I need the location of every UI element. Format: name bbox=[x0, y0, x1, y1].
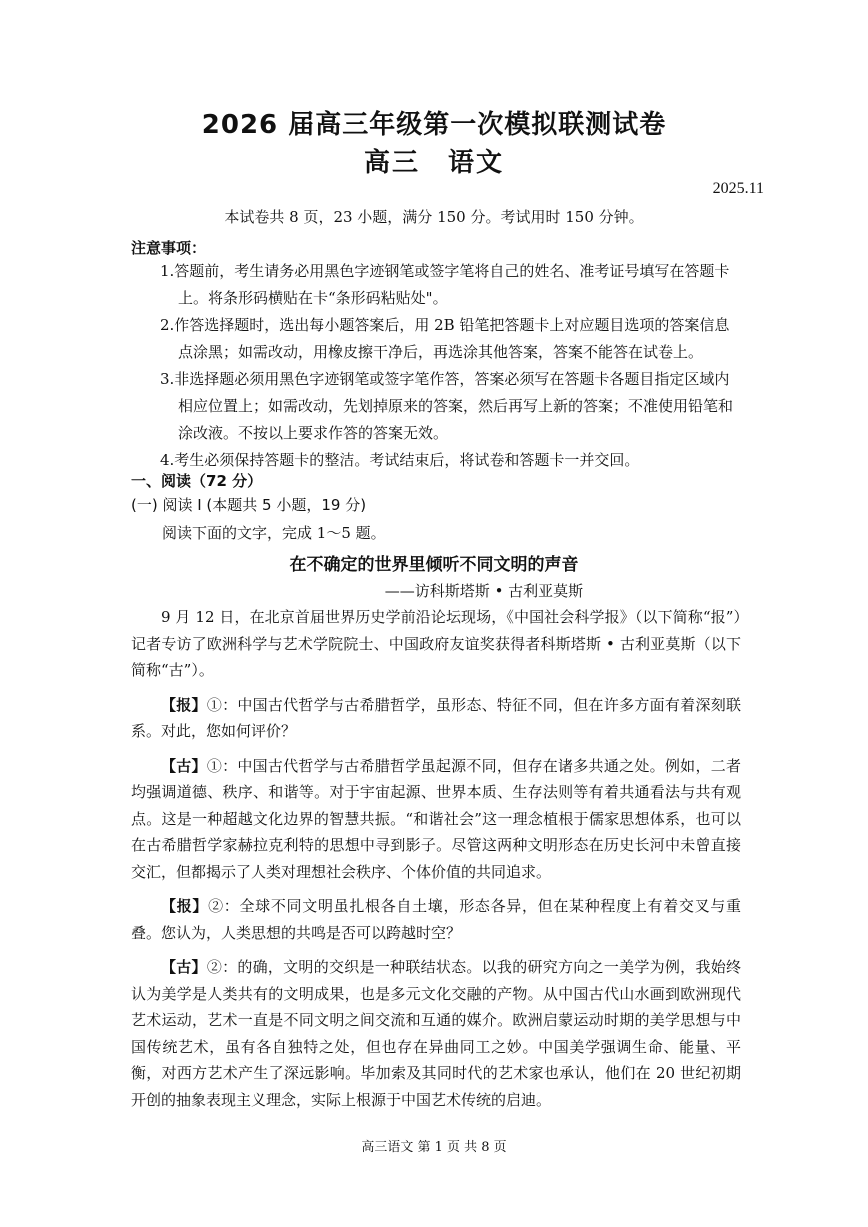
article-paragraph bbox=[131, 604, 741, 684]
reading-instruction: 阅读下面的文字，完成 1～5 题。 bbox=[162, 524, 386, 542]
speaker-tag: 【报】 bbox=[161, 897, 209, 915]
notice-item: 2.作答选择题时，选出每小题答案后，用 2B 铅笔把答题卡上对应题目选项的答案信息点涂黑；如需改动，用橡皮擦干净后，再选涂其他答案，答案不能答在试卷上。 bbox=[160, 316, 730, 361]
part-title: 一、阅读（72 分） bbox=[131, 472, 263, 490]
speaker-tag: 【古】 bbox=[161, 756, 207, 775]
article-paragraph bbox=[131, 893, 741, 946]
article-paragraph bbox=[131, 954, 741, 1113]
notice-item: 4.考生必须保持答题卡的整洁。考试结束后，将试卷和答题卡一并交回。 bbox=[160, 451, 640, 469]
paragraph-text: ①：中国古代哲学与古希腊哲学，虽形态、特征不同，但在许多方面有着深刻联系。对此，您如何评价？ bbox=[131, 695, 741, 740]
paragraph-text: ①：中国古代哲学与古希腊哲学虽起源不同，但存在诸多共通之处。例如，二者均强调道德、秩序、和谐等。对于宇宙起源、世界本质、生存法则等有着共通看法与共有观点。这是一种超越文化边界的智慧共振。“和谐社会”这一理念植根于儒家思想体系，也可以在古希腊哲学家赫拉克利特的思想中寻到影子。尽管这两种文明形态在历史长河中未曾直接交汇，但都揭示了人类对理想社会秩序、个体价值的共同追求。 bbox=[131, 756, 741, 881]
paragraph-text: ②：的确，文明的交织是一种联结状态。以我的研究方向之一美学为例，我始终认为美学是人类共有的文明成果，也是多元文化交融的产物。从中国古代山水画到欧洲现代艺术运动，艺术一直是不同文明之间交流和互通的媒介。欧洲启蒙运动时期的美学思想与中国传统艺术，虽有各自独特之处，但也存在异曲同工之妙。中国美学强调生命、能量、平衡，对西方艺术产生了深远影响。毕加索及其同时代的艺术家也承认，他们在 20 世纪初期开创的抽象表现主义理念，实际上根源于中国艺术传统的启迪。 bbox=[131, 958, 741, 1109]
paragraph-text: ②：全球不同文明虽扎根各自土壤，形态各异，但在某种程度上有着交叉与重叠。您认为，人类思想的共鸣是否可以跨越时空？ bbox=[131, 897, 741, 942]
notice-title: 注意事项： bbox=[131, 239, 207, 257]
speaker-tag: 【报】 bbox=[161, 695, 207, 714]
article-subtitle: ——访科斯塔斯 • 古利亚莫斯 bbox=[384, 582, 584, 600]
article-paragraph bbox=[131, 753, 741, 886]
exam-title: 2026 届高三年级第一次模拟联测试卷 bbox=[201, 110, 667, 140]
speaker-tag: 【古】 bbox=[161, 958, 207, 976]
paragraph-text: 9 月 12 日，在北京首届世界历史学前沿论坛现场，《中国社会科学报》（以下简称“报”）记者专访了欧洲科学与艺术学院院士、中国政府友谊奖获得者科斯塔斯 • 古利亚莫斯（以下简称“古”）。 bbox=[131, 608, 741, 679]
notice-list bbox=[160, 258, 740, 474]
exam-subject: 高三 语文 bbox=[363, 148, 504, 178]
notice-item: 1.答题前，考生请务必用黑色字迹钢笔或签字笔将自己的姓名、准考证号填写在答题卡上。将条形码横贴在卡“条形码粘贴处"。 bbox=[160, 262, 730, 307]
article-title: 在不确定的世界里倾听不同文明的声音 bbox=[289, 555, 579, 575]
page-footer: 高三语文 第 1 页 共 8 页 bbox=[361, 1140, 507, 1155]
article-body bbox=[131, 604, 741, 1121]
sub-section-title: (一) 阅读 I (本题共 5 小题，19 分) bbox=[131, 496, 367, 514]
notice-item: 3.非选择题必须用黑色字迹钢笔或签字笔作答，答案必须写在答题卡各题目指定区域内相应位置上；如需改动，先划掉原来的答案，然后再写上新的答案；不准使用铅笔和涂改液。不按以上要求作答的答案无效。 bbox=[160, 370, 734, 442]
article-paragraph bbox=[131, 692, 741, 745]
exam-date: 2025.11 bbox=[712, 180, 764, 197]
exam-intro: 本试卷共 8 页，23 小题，满分 150 分。考试用时 150 分钟。 bbox=[224, 208, 644, 226]
